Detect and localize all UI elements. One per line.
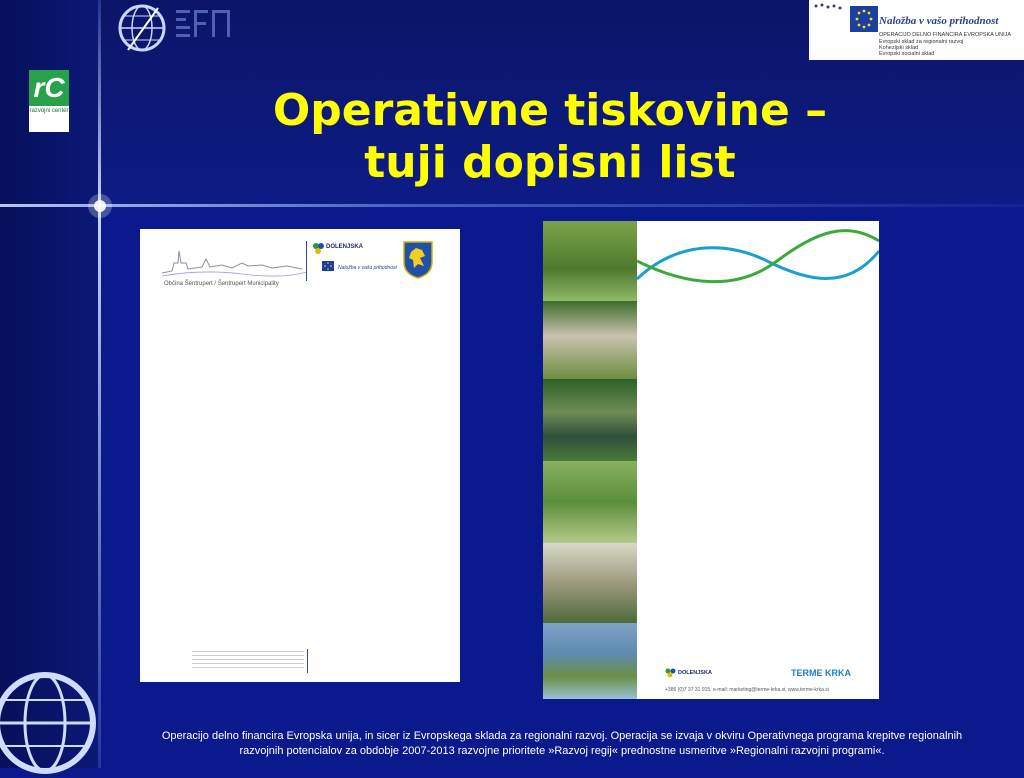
photo-spa-building [543,543,637,623]
globe-icon [0,668,100,778]
town-skyline-icon [162,241,307,281]
title-line-2: tuji dopisni list [364,137,736,188]
vertical-light-line [98,0,101,768]
photo-hotel [543,301,637,379]
municipality-name: Občina Šentrupert / Šentrupert Municipality [164,281,279,287]
eu-line-1: OPERACIJO DELNO FINANCIRA EVROPSKA UNIJA [879,32,1012,38]
wave-graphic [637,221,879,301]
eu-logo [809,0,1024,60]
letterhead-divider [306,241,307,281]
light-flare-icon [80,186,120,226]
footer-line-2: razvojnih potencialov za obdobje 2007-2013 razvojne prioritete »Razvoj regij« prednostne usmeritve »Regionalni razvojni programi«. [239,745,885,757]
eu-flag-icon [850,6,878,32]
eu-line-4: Evropski socialni sklad [879,51,935,57]
horizontal-light-line [0,204,1024,207]
footer-note [120,729,1004,759]
brand-terme-krka: TERME KRKA [791,668,851,678]
coat-of-arms-icon [402,240,434,280]
photo-river [543,379,637,461]
rc-mark: rC [29,70,69,106]
eu-slogan: Naložba v vašo prihodnost [879,15,999,27]
rc-logo [29,70,69,132]
dolenjska-logo-mini-icon [665,668,677,678]
letterhead-footer-text [192,649,304,675]
eu-stars-mini-icon [316,259,336,273]
eu-slogan-mini: Naložba v vašo prihodnost [338,265,397,271]
photo-landscape [543,221,637,301]
photo-coast [543,623,637,699]
footer-divider [307,649,308,673]
dolenjska-logo-icon [312,242,326,254]
letterhead-document-2 [543,221,879,699]
photo-strip [543,221,637,699]
slide-title [140,85,960,189]
brand-dolenjska-2: DOLENJSKA [678,670,712,676]
letterhead-document-1 [140,229,460,682]
brand-dolenjska: DOLENJSKA [326,244,364,250]
footer-line-1: Operacijo delno financira Evropska unija, in sicer iz Evropskega sklada za regionalni razvoj. Operacija se izvaja v okviru Operativnega programa krepitve regionalnih [161,730,963,742]
photo-golf [543,461,637,543]
rc-text: razvojni center [29,108,69,114]
title-line-1: Operativne tiskovine – [272,85,828,136]
stars-icon [812,2,848,22]
globe-logo [100,0,240,60]
contact-line: +386 (0)7 37 31 915, e-mail: marketing@terme-krka.si, www.terme-krka.si [665,687,829,693]
eu-line-3: Kohezijski sklad [879,45,919,51]
eu-line-2: Evropski sklad za regionalni razvoj [879,39,964,45]
